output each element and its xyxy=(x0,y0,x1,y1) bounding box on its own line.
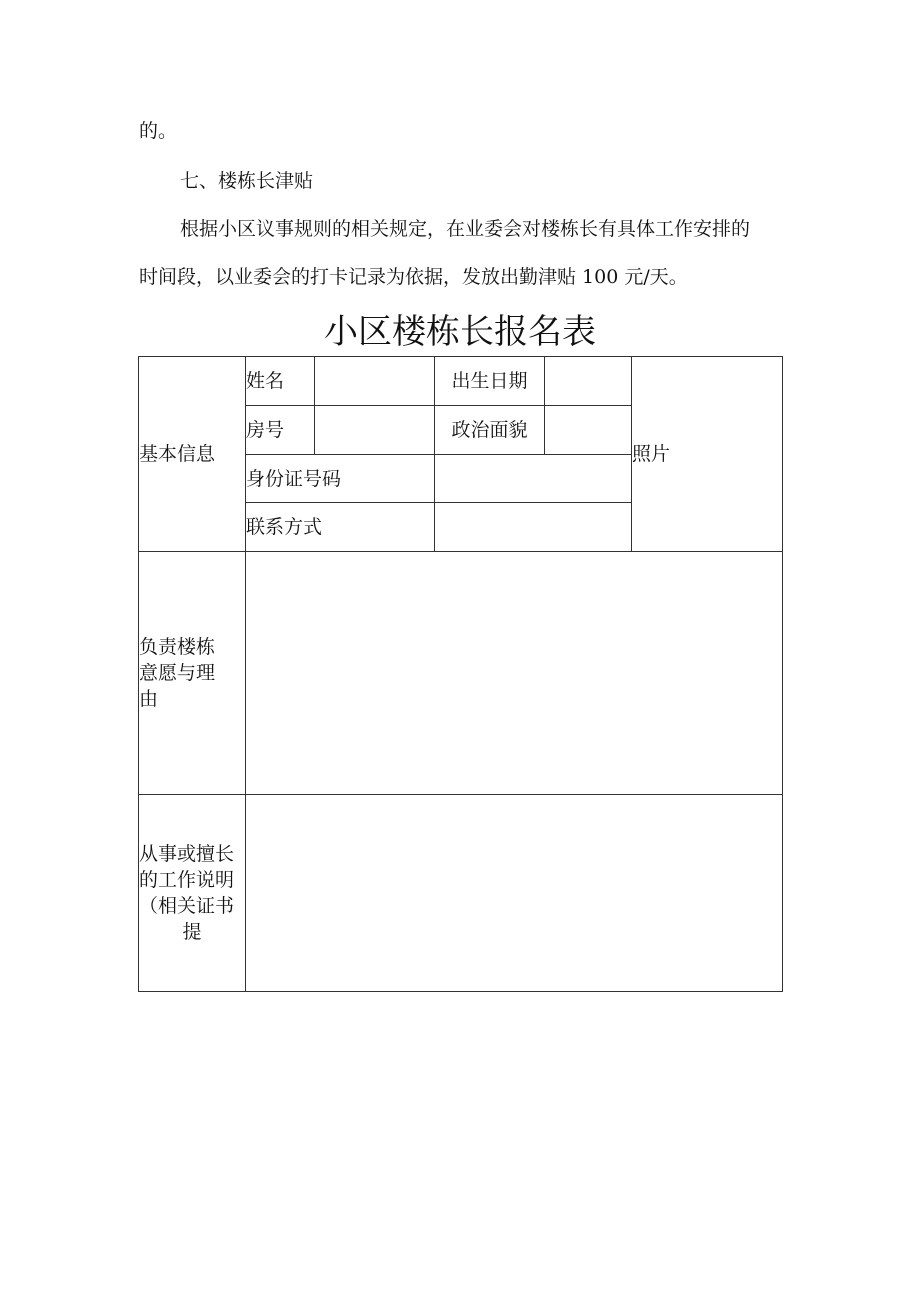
experience-label-line: 提 xyxy=(182,921,202,943)
experience-label-line: 从事或擅长 xyxy=(139,843,235,865)
paragraph-allowance-line-2: 时间段，以业委会的打卡记录为依据，发放出勤津贴 100 元/天。 xyxy=(139,266,688,288)
photo-label: 照片 xyxy=(632,443,671,465)
name-label: 姓名 xyxy=(246,357,315,406)
table-row xyxy=(139,552,783,795)
contact-label: 联系方式 xyxy=(246,503,435,552)
name-field[interactable] xyxy=(315,357,435,406)
experience-label xyxy=(139,795,246,992)
paragraph-allowance-line-1: 根据小区议事规则的相关规定，在业委会对楼栋长有具体工作安排的 xyxy=(180,218,751,240)
birthdate-label: 出生日期 xyxy=(435,357,545,406)
willingness-field[interactable] xyxy=(246,552,783,795)
experience-label-line: （相关证书 xyxy=(139,895,235,917)
political-status-label: 政治面貌 xyxy=(435,406,545,455)
photo-cell[interactable] xyxy=(632,357,783,552)
experience-field[interactable] xyxy=(246,795,783,992)
willingness-label xyxy=(139,552,246,795)
paragraph-line-ending: 的。 xyxy=(139,120,178,142)
birthdate-field[interactable] xyxy=(545,357,632,406)
id-number-label: 身份证号码 xyxy=(246,455,435,503)
form-title: 小区楼栋长报名表 xyxy=(324,312,596,352)
willingness-label-line: 负责楼栋 xyxy=(139,636,216,658)
section-heading-allowance: 七、楼栋长津贴 xyxy=(180,170,314,192)
room-field[interactable] xyxy=(315,406,435,455)
table-row xyxy=(139,357,783,406)
political-status-field[interactable] xyxy=(545,406,632,455)
id-number-field[interactable] xyxy=(435,455,632,503)
room-label: 房号 xyxy=(246,406,315,455)
basic-info-label: 基本信息 xyxy=(139,357,246,552)
registration-form-table xyxy=(138,356,783,992)
willingness-label-line: 意愿与理 xyxy=(139,662,216,684)
table-row xyxy=(139,795,783,992)
willingness-label-line: 由 xyxy=(139,688,159,710)
contact-field[interactable] xyxy=(435,503,632,552)
experience-label-line: 的工作说明 xyxy=(139,869,235,891)
